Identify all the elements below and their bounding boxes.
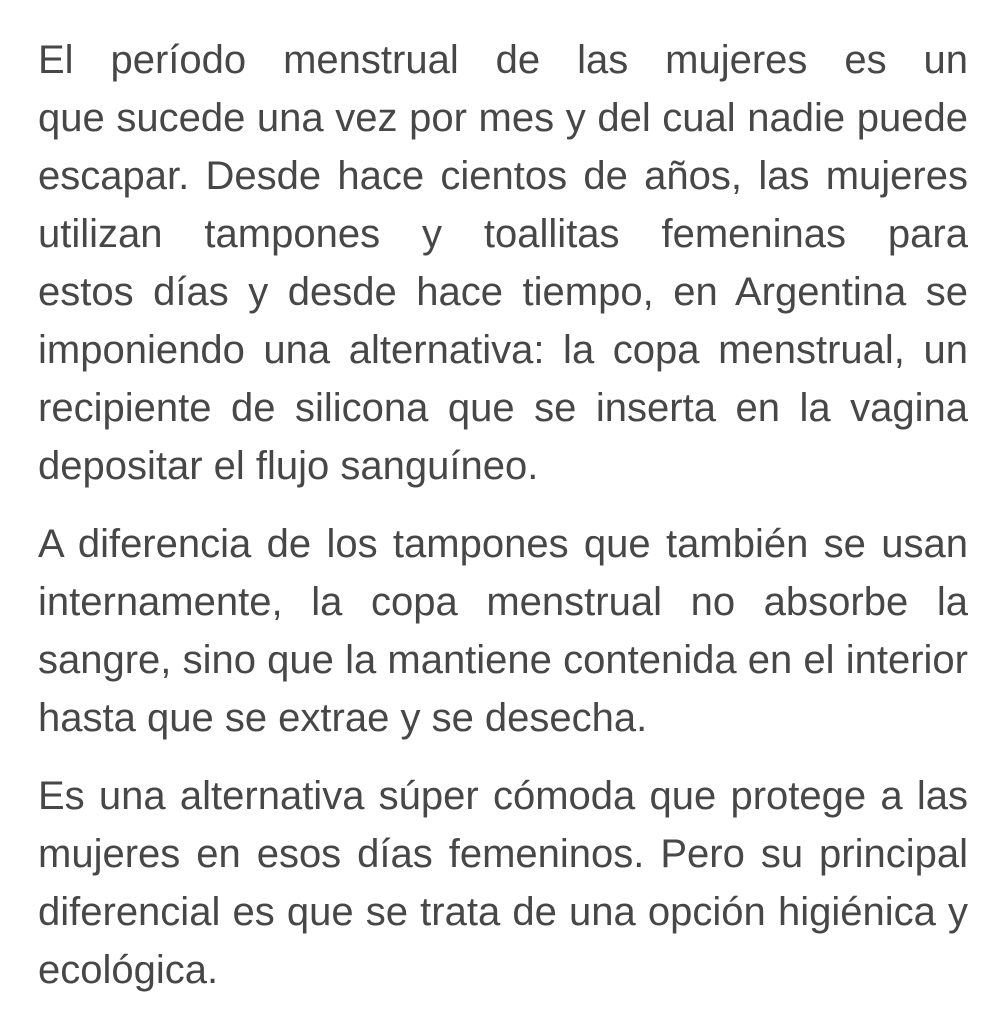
paragraph-2 — [38, 515, 968, 747]
paragraph-line: recipiente de silicona que se inserta en la vagina — [38, 386, 968, 430]
paragraph-line: depositar el flujo sanguíneo. — [38, 444, 539, 488]
paragraph-line: A diferencia de los tampones que también se usan — [38, 522, 968, 566]
paragraph-line: ecológica. — [38, 948, 219, 992]
paragraph-line: que sucede una vez por mes y del cual nadie puede — [38, 96, 968, 140]
paragraph-line: internamente, la copa menstrual no absorbe la — [38, 580, 968, 624]
paragraph-line: mujeres en esos días femeninos. Pero su principal — [38, 832, 968, 876]
paragraph-line: estos días y desde hace tiempo, en Argentina se — [38, 270, 968, 314]
paragraph-line: escapar. Desde hace cientos de años, las mujeres — [38, 154, 968, 198]
paragraph-line: imponiendo una alternativa: la copa menstrual, un — [38, 328, 968, 372]
paragraph-line: diferencial es que se trata de una opción higiénica y — [38, 890, 968, 934]
paragraph-line: sangre, sino que la mantiene contenida en el interior — [38, 638, 968, 682]
paragraph-line: Es una alternativa súper cómoda que protege a las — [38, 774, 968, 818]
paragraph-line: utilizan tampones y toallitas femeninas para — [38, 212, 968, 256]
article-body — [38, 31, 968, 999]
paragraph-line: hasta que se extrae y se desecha. — [38, 696, 648, 740]
paragraph-1 — [38, 31, 968, 495]
paragraph-3 — [38, 767, 968, 999]
paragraph-line: El período menstrual de las mujeres es un — [38, 38, 968, 82]
